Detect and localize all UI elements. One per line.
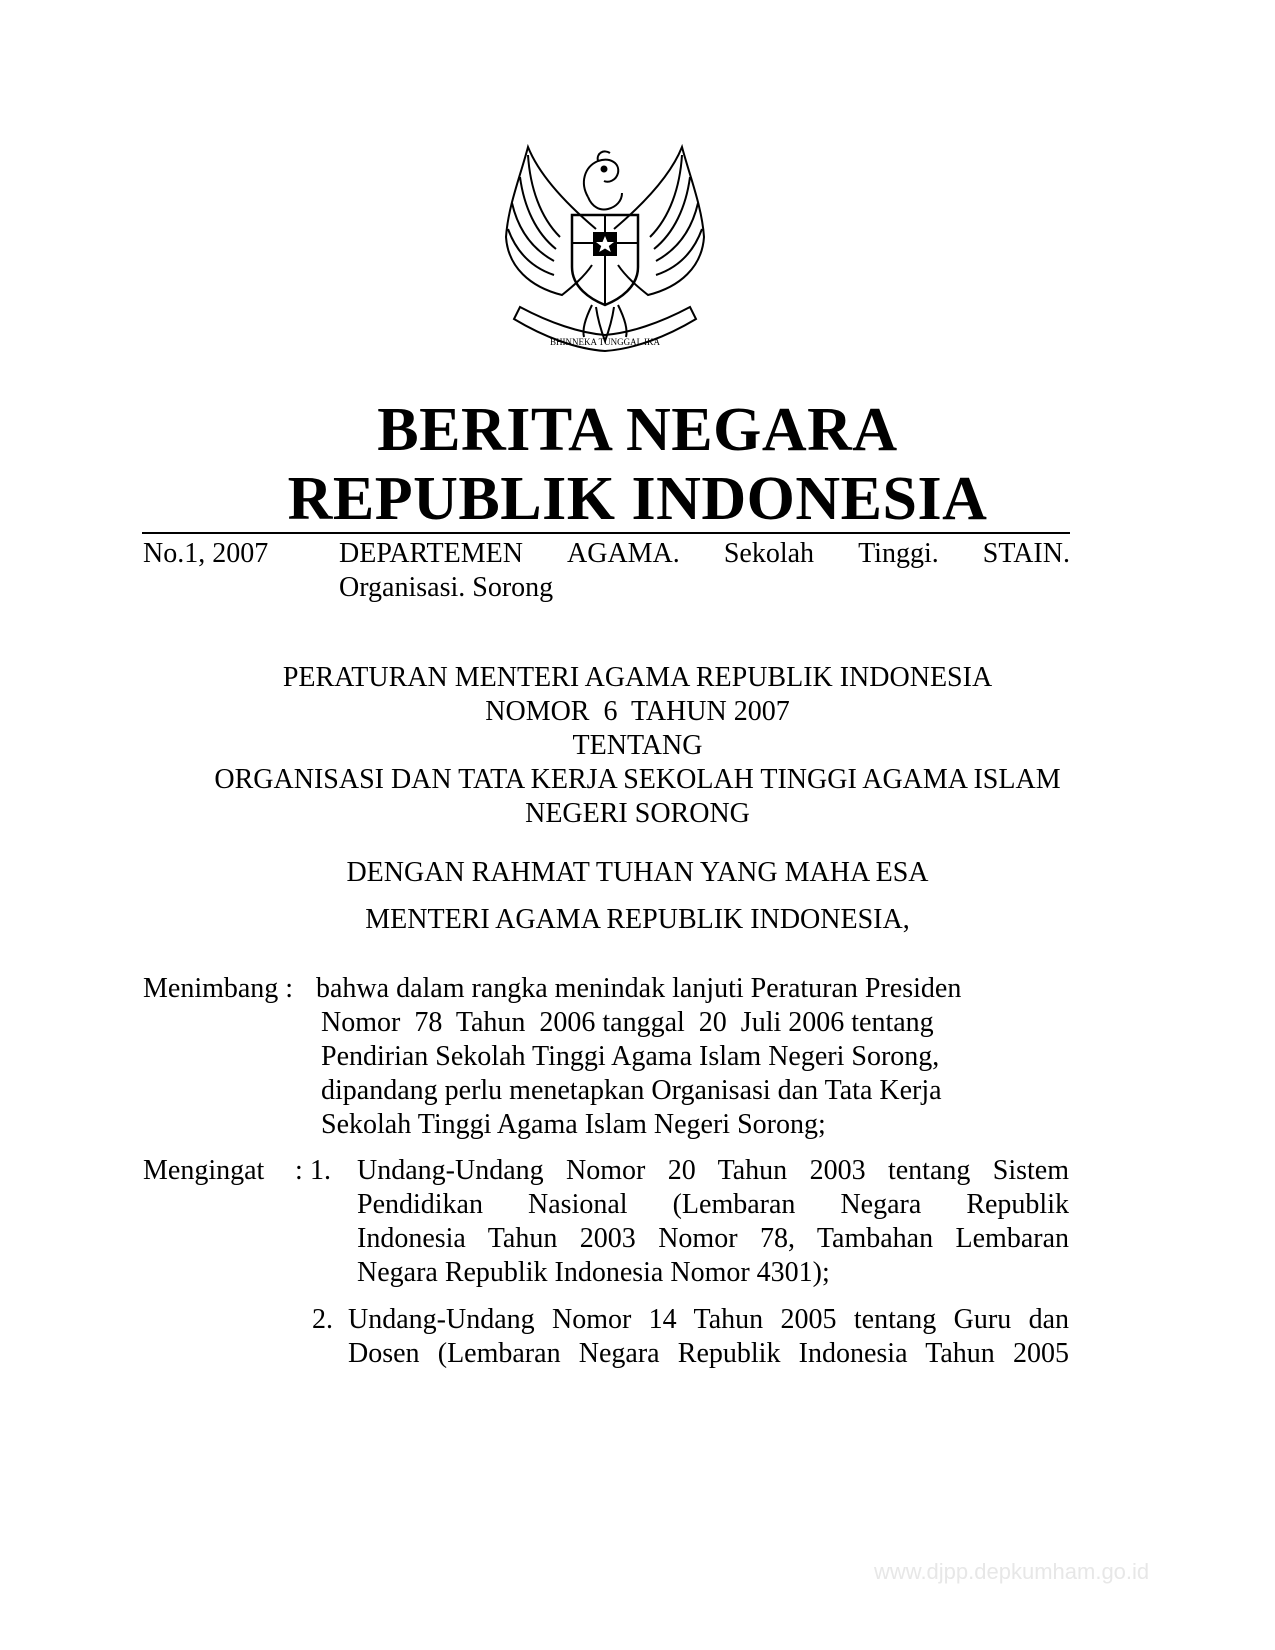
emblem-motto: BHINNEKA TUNGGAL IKA [550,337,660,347]
regulation-subject-line1: ORGANISASI DAN TATA KERJA SEKOLAH TINGGI AGAMA ISLAM [214,764,1061,795]
mengingat-label: Mengingat [143,1155,265,1186]
mengingat-colon: : [295,1155,303,1186]
menimbang-text-line: Sekolah Tinggi Agama Islam Negeri Sorong; [321,1109,826,1140]
mengingat-item-line: Undang-Undang Nomor 20 Tahun 2003 tentang Sistem [357,1155,1069,1186]
mengingat-item-line: Pendidikan Nasional (Lembaran Negara Republik [357,1189,1069,1220]
mengingat-item-line: Indonesia Tahun 2003 Nomor 78, Tambahan Lembaran [357,1223,1069,1254]
menimbang-label: Menimbang : [143,973,294,1004]
issue-subject-line2: Organisasi. Sorong [339,572,554,603]
issue-subject-line1 [339,537,1070,571]
mengingat-item-line: Dosen (Lembaran Negara Republik Indonesia Tahun 2005 [348,1338,1069,1369]
masthead-rule [142,532,1070,534]
garuda-pancasila-emblem [500,137,710,369]
mengingat-item-line: Undang-Undang Nomor 14 Tahun 2005 tentang Guru dan [348,1304,1069,1335]
issue-subject-word: Tinggi. [858,538,939,569]
issue-subject-word: Sekolah [723,538,815,569]
preamble-line2: MENTERI AGAMA REPUBLIK INDONESIA, [365,904,910,935]
menimbang-text-line: bahwa dalam rangka menindak lanjuti Peraturan Presiden [316,973,962,1004]
issue-subject-word: STAIN. [982,538,1070,569]
masthead-line2: REPUBLIK INDONESIA [287,465,988,533]
menimbang-text-line: Nomor 78 Tahun 2006 tanggal 20 Juli 2006 tentang [321,1007,934,1038]
mengingat-item-number: 1. [310,1155,331,1186]
mengingat-item-line: Negara Republik Indonesia Nomor 4301); [357,1257,830,1288]
issue-subject-word: DEPARTEMEN [339,538,523,569]
regulation-number: NOMOR 6 TAHUN 2007 [485,696,790,727]
regulation-title-line1: PERATURAN MENTERI AGAMA REPUBLIK INDONESIA [282,662,993,693]
regulation-tentang: TENTANG [572,730,703,761]
preamble-line1: DENGAN RAHMAT TUHAN YANG MAHA ESA [346,857,929,888]
masthead-line1: BERITA NEGARA [377,396,898,464]
website-watermark: www.djpp.depkumham.go.id [874,1559,1150,1584]
menimbang-text-line: dipandang perlu menetapkan Organisasi dan Tata Kerja [321,1075,942,1106]
issue-subject-word: AGAMA. [567,538,680,569]
menimbang-text-line: Pendirian Sekolah Tinggi Agama Islam Negeri Sorong, [321,1041,940,1072]
regulation-subject-line2: NEGERI SORONG [525,798,750,829]
issue-number: No.1, 2007 [143,538,269,569]
mengingat-item-number: 2. [312,1304,333,1335]
